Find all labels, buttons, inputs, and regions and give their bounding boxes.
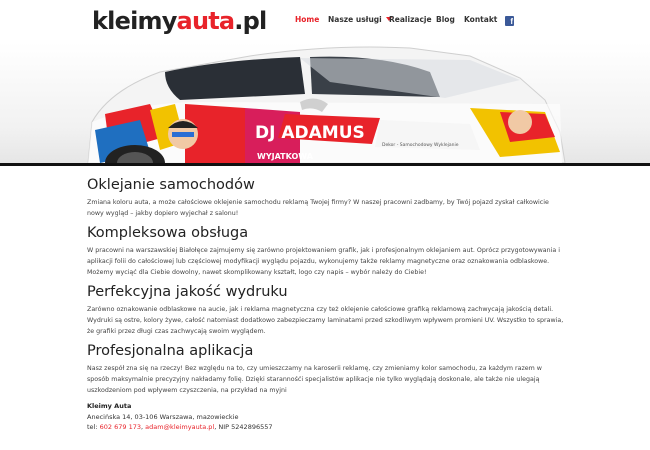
nip-text: , NIP 5242896557 <box>214 423 273 431</box>
logo-suffix: .pl <box>234 7 267 35</box>
company-name: Kleimy Auta <box>87 402 132 410</box>
company-address: Anecińska 14, 03-106 Warszawa, mazowieckie <box>87 412 239 421</box>
section-title: Oklejanie samochodów <box>87 177 255 193</box>
nav-item-realizacje[interactable]: Realizacje <box>389 15 432 24</box>
section-text: Zmiana koloru auta, a może całościowe oklejenie samochodu reklamą Twojej firmy? W naszej pracowni zadbamy, by Twój pojazd zyskał całkowicie nowy wygląd – jakby dopiero wyjechał z salonu! <box>87 199 549 217</box>
car-text-dj: DJ ADAMUS <box>255 123 365 143</box>
car-wrap-image <box>0 42 650 163</box>
section-title: Profesjonalna aplikacja <box>87 343 254 359</box>
site-logo[interactable] <box>92 6 266 36</box>
contact-block <box>87 401 565 433</box>
car-text-wyjatkowa: WYJATKOWA <box>257 152 313 161</box>
nav-item-home[interactable]: Home <box>295 15 320 24</box>
logo-accent: auta <box>176 7 235 35</box>
section-text: W pracowni na warszawskiej Białołęce zajmujemy się zarówno projektowaniem grafik, jak i profesjonalnym oklejaniem aut. Oprócz przygotowywania i aplikacji folii do całościowej lub częściowej modyfikacji wyglądu pojazdu, wykonujemy także reklamy magnetyczne oraz oznakowania odblaskowe. Możemy wyciąć dla Ciebie dowolny, nawet skomplikowany kształt, logo czy napis – wybór należy do Ciebie! <box>87 247 560 276</box>
nav-item-blog[interactable]: Blog <box>436 15 455 24</box>
nav-item-nasze-uslugi[interactable] <box>328 15 392 25</box>
section-title: Kompleksowa obsługa <box>87 225 249 241</box>
main-content <box>87 176 565 433</box>
section-oklejanie <box>87 176 565 219</box>
nav-item-label: Nasze usługi <box>328 15 382 24</box>
email-link[interactable]: adam@kleimyauta.pl <box>145 423 215 431</box>
hero-divider <box>0 163 650 166</box>
section-title: Perfekcyjna jakość wydruku <box>87 284 288 300</box>
nav-item-kontakt[interactable]: Kontakt <box>464 15 498 24</box>
site-header <box>0 0 650 42</box>
section-perfekcyjna <box>87 283 565 337</box>
contact-line <box>87 422 565 433</box>
tel-label: tel: <box>87 423 100 431</box>
section-kompleksowa <box>87 224 565 278</box>
phone-link[interactable]: 602 679 173 <box>99 423 141 431</box>
car-text-small: Dekor - Samochodowy Wyklejanie <box>382 143 459 148</box>
contact-separator: , <box>140 423 146 431</box>
section-text: Zarówno oznakowanie odblaskowe na aucie, jak i reklama magnetyczna czy też oklejenie całościowe grafiką reklamową zachwycają jakością detali. Wydruki są ostre, kolory żywe, całość natomiast dodatkowo zabezpieczamy laminatami przed szkodliwym wpływem promieni UV. Wszystko to sprawia, że grafiki przez długi czas zachwycają swoim wyglądem. <box>87 306 564 335</box>
facebook-icon[interactable]: f <box>505 16 514 26</box>
section-text: Nasz zespół zna się na rzeczy! Bez względu na to, czy umieszczamy na karoserii reklamę, czy zmieniamy kolor samochodu, za każdym razem w sposób maksymalnie precyzyjny nakładamy folię. Dzięki starannośći specjalistów aplikacje nie tylko wyglądają doskonale, ale także nie ulegają uszkodzeniom pod wpływem czyszczenia, na przykład na myjni <box>87 365 542 394</box>
hero-banner <box>0 42 650 163</box>
section-profesjonalna <box>87 342 565 396</box>
logo-main: kleimy <box>92 7 177 35</box>
